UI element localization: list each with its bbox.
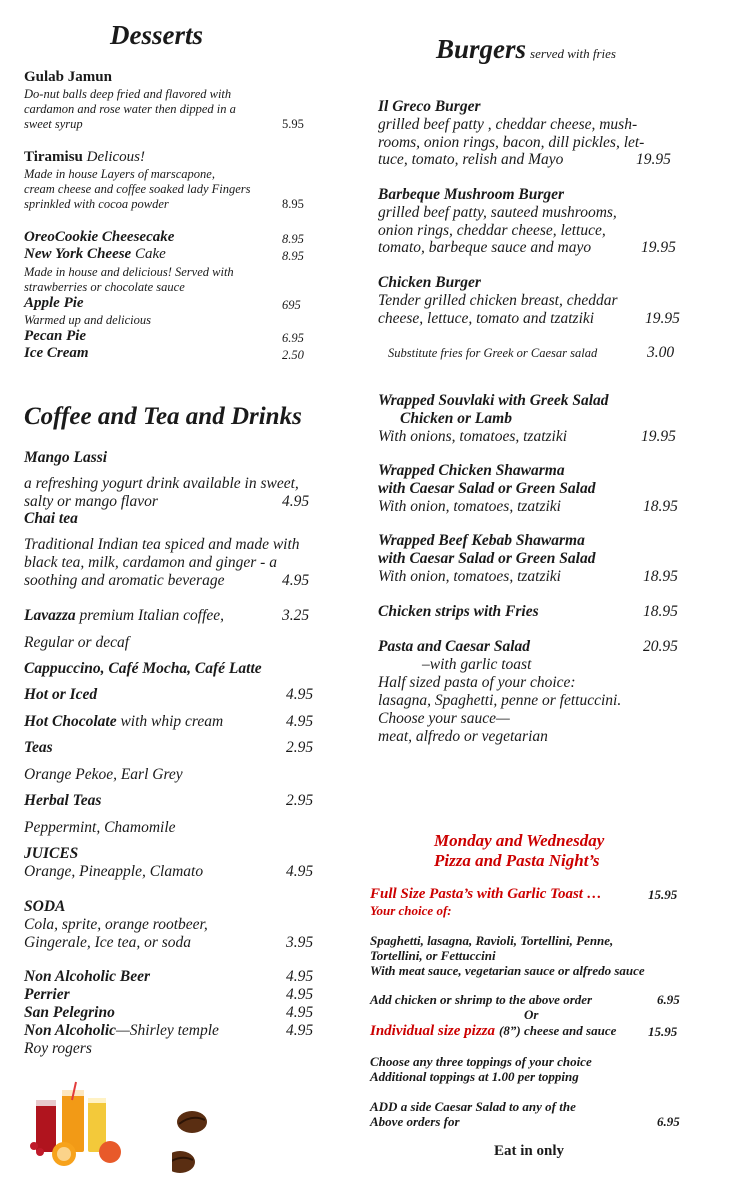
bbq-mushroom-burger-name: Barbeque Mushroom Burger [378,186,565,203]
souvlaki-price: 19.95 [641,428,676,445]
mango-lassi-desc-1: a refreshing yogurt drink available in sweet, [24,475,299,492]
gulab-jamun-desc-3: sweet syrup [24,117,83,131]
chicken-burger-price: 19.95 [645,310,680,327]
herbal-teas-desc: Peppermint, Chamomile [24,819,176,836]
oreo-cheesecake-name: OreoCookie Cheesecake [24,229,175,245]
ny-cheesecake-name: New York Cheese [24,246,132,262]
individual-pizza-row [370,1022,616,1040]
coffee-bean-icon-2 [172,1151,195,1173]
toppings-line-2: Additional toppings at 1.00 per topping [370,1069,579,1084]
full-size-pasta-price: 15.95 [648,887,678,902]
juices-price: 4.95 [286,863,314,880]
beef-kebab-desc: With onion, tomatoes, tzatziki [378,568,561,585]
apple-pie-desc: Warmed up and delicious [24,313,151,327]
chicken-burger-name: Chicken Burger [378,274,481,291]
teas-price: 2.95 [286,739,314,756]
bbq-mushroom-burger-desc-1: grilled beef patty, sauteed mushrooms, [378,204,617,221]
hot-chocolate-desc: with whip cream [120,713,224,730]
promo-title-1: Monday and Wednesday [434,831,605,850]
add-chicken-shrimp-price: 6.95 [657,992,680,1007]
chicken-shawarma-line-2: with Caesar Salad or Green Salad [378,480,596,497]
chai-tea-price: 4.95 [282,572,310,589]
pasta-caesar-line-6: meat, alfredo or vegetarian [378,728,548,745]
non-alcoholic-name: Non Alcoholic [24,1022,117,1039]
tiramisu-desc-2: cream cheese and coffee soaked lady Fingers [24,182,251,196]
beef-kebab-line-2: with Caesar Salad or Green Salad [378,550,596,567]
apple-pie-name: Apple Pie [24,295,84,311]
your-choice-of: Your choice of: [370,903,452,918]
lavazza-row [24,607,224,625]
berry-icon [30,1142,38,1150]
lavazza-price: 3.25 [282,607,310,624]
toppings-line-1: Choose any three toppings of your choice [370,1054,592,1069]
juice-glasses-illustration [24,1080,134,1170]
burgers-title: Burgers [436,34,527,64]
pasta-list-2: Tortellini, or Fettuccini [370,948,496,963]
chai-tea-desc-3: soothing and aromatic beverage [24,572,225,589]
gulab-jamun-desc-2: cardamon and rose water then dipped in a [24,102,236,116]
san-pelegrino-name: San Pelegrino [24,1004,115,1021]
lavazza-name: Lavazza [24,607,76,624]
tiramisu-price: 8.95 [282,197,304,211]
red-juice-glass [36,1100,56,1152]
lavazza-desc-2: Regular or decaf [24,634,130,651]
il-greco-burger-name: Il Greco Burger [378,98,481,115]
juices-name: JUICES [24,845,79,862]
hot-or-iced-name: Hot or Iced [24,686,98,703]
pasta-caesar-line-2: –with garlic toast [422,656,532,673]
substitute-fries-price: 3.00 [647,344,675,361]
tiramisu-row [24,149,145,166]
soda-price: 3.95 [286,934,314,951]
non-alcoholic-row [24,1022,219,1040]
il-greco-burger-desc-2: rooms, onion rings, bacon, dill pickles, let- [378,134,645,151]
non-alcoholic-desc: —Shirley temple [116,1022,219,1039]
tiramisu-name: Tiramisu [24,149,83,165]
lavazza-desc: premium Italian coffee, [79,607,225,624]
orange-slice-inner [57,1147,71,1161]
pasta-list-3: With meat sauce, vegetarian sauce or alfredo sauce [370,963,645,978]
individual-pizza-name: Individual size pizza [370,1023,496,1039]
hot-or-iced-price: 4.95 [286,686,314,703]
chicken-burger-desc-1: Tender grilled chicken breast, cheddar [378,292,618,309]
bbq-mushroom-burger-price: 19.95 [641,239,676,256]
non-alcoholic-desc-2: Roy rogers [24,1040,92,1057]
burgers-subtitle: served with fries [530,46,616,61]
orange-juice-glass [62,1082,84,1152]
pasta-caesar-line-5: Choose your sauce— [378,710,510,727]
pasta-caesar-line-4: lasagna, Spaghetti, penne or fettuccini. [378,692,622,709]
or-divider: Or [524,1007,539,1022]
pasta-caesar-price: 20.95 [643,638,678,655]
hot-chocolate-price: 4.95 [286,713,314,730]
bbq-mushroom-burger-desc-2: onion rings, cheddar cheese, lettuce, [378,222,606,239]
substitute-fries-text: Substitute fries for Greek or Caesar salad [388,346,598,360]
tiramisu-note: Delicous! [86,149,145,165]
herbal-teas-price: 2.95 [286,792,314,809]
ice-cream-price: 2.50 [282,348,304,362]
ice-cream-name: Ice Cream [24,345,89,361]
ny-cheesecake-name-2: Cake [134,246,166,262]
san-pelegrino-price: 4.95 [286,1004,314,1021]
side-salad-price: 6.95 [657,1114,680,1129]
pecan-pie-price: 6.95 [282,331,304,345]
chicken-burger-desc-2: cheese, lettuce, tomato and tzatziki [378,310,595,327]
teas-desc: Orange Pekoe, Earl Grey [24,766,183,783]
beef-kebab-price: 18.95 [643,568,678,585]
mango-lassi-name: Mango Lassi [24,449,108,466]
pecan-pie-name: Pecan Pie [24,328,87,344]
pasta-caesar-name: Pasta and Caesar Salad [378,638,531,655]
chicken-strips-name: Chicken strips with Fries [378,603,539,620]
individual-pizza-price: 15.95 [648,1024,678,1039]
chai-tea-desc-2: black tea, milk, cardamon and ginger - a [24,554,277,571]
soda-desc-2: Gingerale, Ice tea, or soda [24,934,192,951]
berry-icon-2 [36,1148,44,1156]
hot-chocolate-row [24,713,223,731]
promo-title-2: Pizza and Pasta Night’s [434,851,600,870]
chicken-strips-price: 18.95 [643,603,678,620]
souvlaki-desc: With onions, tomatoes, tzatziki [378,428,568,445]
burgers-heading [436,34,616,65]
il-greco-burger-desc-1: grilled beef patty , cheddar cheese, mush- [378,116,638,133]
tiramisu-desc-1: Made in house Layers of marscapone, [24,167,215,181]
chicken-shawarma-desc: With onion, tomatoes, tzatziki [378,498,561,515]
soda-desc-1: Cola, sprite, orange rootbeer, [24,916,208,933]
perrier-price: 4.95 [286,986,314,1003]
non-alcoholic-price: 4.95 [286,1022,314,1039]
drinks-title: Coffee and Tea and Drinks [24,403,302,430]
tiramisu-desc-3: sprinkled with cocoa powder [24,197,169,211]
add-chicken-shrimp: Add chicken or shrimp to the above order [370,992,593,1007]
ny-cheesecake-desc-1: Made in house and delicious! Served with [24,265,234,279]
teas-name: Teas [24,739,53,756]
perrier-name: Perrier [24,986,70,1003]
hot-chocolate-name: Hot Chocolate [24,713,117,730]
coffee-beans-illustration [172,1108,212,1178]
desserts-title: Desserts [110,20,203,50]
soda-name: SODA [24,898,66,915]
coffee-bean-icon [177,1111,207,1133]
apple-pie-price: 695 [282,298,301,312]
herbal-teas-name: Herbal Teas [24,792,102,809]
chicken-shawarma-price: 18.95 [643,498,678,515]
pasta-caesar-line-3: Half sized pasta of your choice: [378,674,576,691]
cappuccino-name: Cappuccino, Café Mocha, Café Latte [24,660,262,677]
chai-tea-name: Chai tea [24,510,78,527]
ny-cheesecake-row [24,246,166,263]
ny-cheesecake-desc-2: strawberries or chocolate sauce [24,280,185,294]
oreo-cheesecake-price: 8.95 [282,232,304,246]
pasta-list-1: Spaghetti, lasagna, Ravioli, Tortellini, Penne, [370,933,614,948]
individual-pizza-detail: (8”) cheese and sauce [499,1023,617,1038]
full-size-pasta: Full Size Pasta’s with Garlic Toast … [370,886,602,902]
chicken-shawarma-line-1: Wrapped Chicken Shawarma [378,462,565,479]
eat-in-only: Eat in only [494,1143,565,1159]
il-greco-burger-desc-3: tuce, tomato, relish and Mayo [378,151,564,168]
souvlaki-line-2: Chicken or Lamb [400,410,512,427]
peach-fruit-icon [99,1141,121,1163]
gulab-jamun-name: Gulab Jamun [24,69,112,85]
mango-lassi-desc-2: salty or mango flavor [24,493,158,510]
ny-cheesecake-price: 8.95 [282,249,304,263]
chai-tea-desc-1: Traditional Indian tea spiced and made with [24,536,300,553]
bbq-mushroom-burger-desc-3: tomato, barbeque sauce and mayo [378,239,592,256]
souvlaki-line-1: Wrapped Souvlaki with Greek Salad [378,392,609,409]
juices-desc: Orange, Pineapple, Clamato [24,863,204,880]
side-salad-line-2: Above orders for [370,1114,460,1129]
non-alcoholic-beer-price: 4.95 [286,968,314,985]
beef-kebab-line-1: Wrapped Beef Kebab Shawarma [378,532,585,549]
il-greco-burger-price: 19.95 [636,151,671,168]
side-salad-line-1: ADD a side Caesar Salad to any of the [370,1099,576,1114]
mango-lassi-price: 4.95 [282,493,310,510]
non-alcoholic-beer-name: Non Alcoholic Beer [24,968,151,985]
gulab-jamun-price: 5.95 [282,117,304,131]
gulab-jamun-desc-1: Do-nut balls deep fried and flavored with [24,87,232,101]
